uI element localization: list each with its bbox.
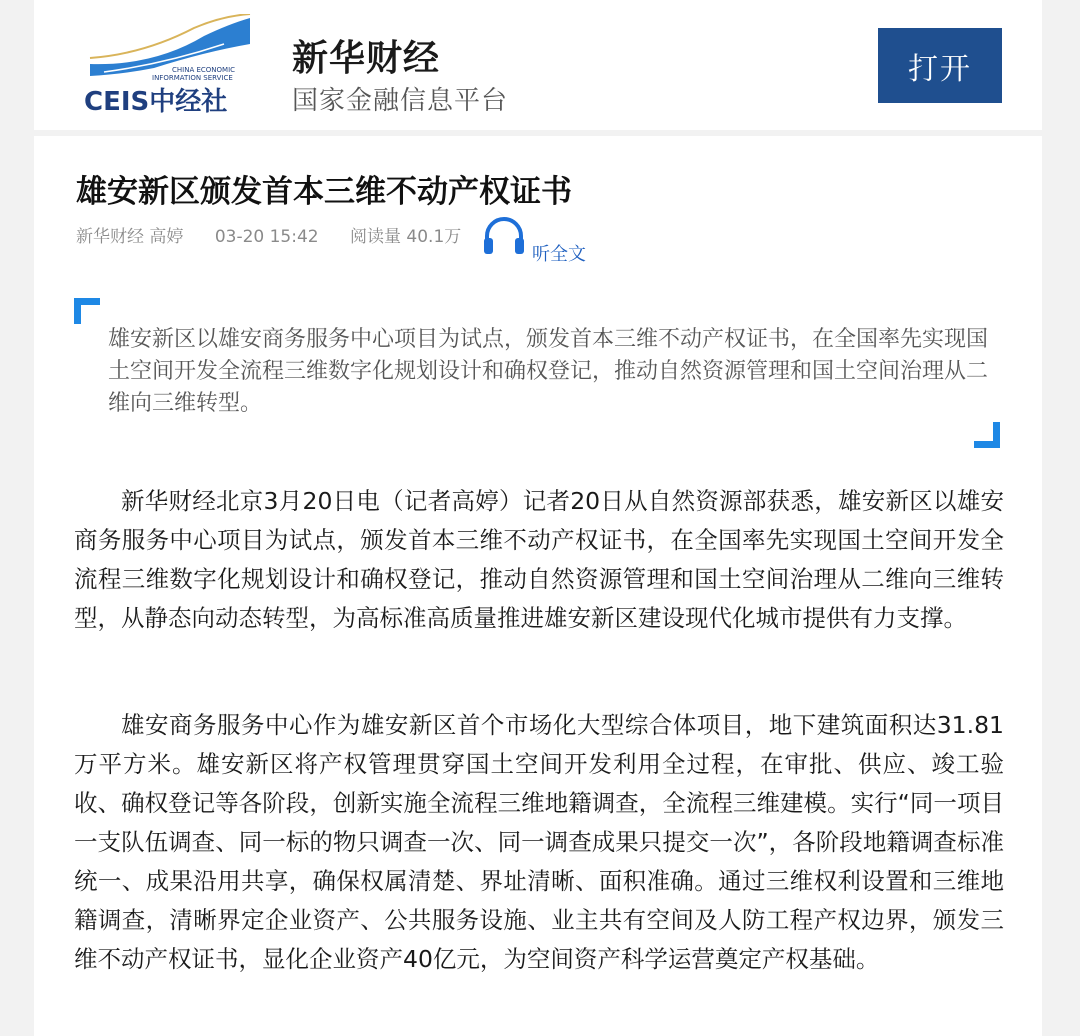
article-paragraph: 雄安商务服务中心作为雄安新区首个市场化大型综合体项目，地下建筑面积达31.81万平方米。雄安新区将产权管理贯穿国土空间开发利用全过程，在审批、供应、竣工验收、确权登记等各阶段，创新实施全流程三维地籍调查，全流程三维建模。实行“同一项目一支队伍调查、同一标的物只调查一次、同一调查成果只提交一次”，各阶段地籍调查标准统一、成果沿用共享，确保权属清楚、界址清晰、面积准确。通过三维权利设置和三维地籍调查，清晰界定企业资产、公共服务设施、业主共有空间及人防工程产权边界，颁发三维不动产权证书，显化企业资产40亿元，为空间资产科学运营奠定产权基础。 xyxy=(74,711,1004,973)
article-card xyxy=(34,136,1042,1036)
brand-subtitle: 国家金融信息平台 xyxy=(292,86,509,116)
publish-date: 03-20 15:42 xyxy=(214,227,319,247)
article-meta xyxy=(76,222,487,247)
source-author: 新华财经 高婷 xyxy=(76,227,184,247)
svg-text:INFORMATION SERVICE: INFORMATION SERVICE xyxy=(152,74,233,82)
listen-button[interactable] xyxy=(482,214,602,265)
svg-text:CEIS中经社: CEIS中经社 xyxy=(84,87,228,114)
read-count: 阅读量 40.1万 xyxy=(350,227,462,247)
open-app-button[interactable]: 打开 xyxy=(878,28,1002,103)
app-banner xyxy=(34,0,1042,130)
listen-label: 听全文 xyxy=(532,244,586,265)
quote-close-icon xyxy=(974,422,1000,448)
article-paragraph: 新华财经北京3月20日电（记者高婷）记者20日从自然资源部获悉，雄安新区以雄安商务服务中心项目为试点，颁发首本三维不动产权证书，在全国率先实现国土空间开发全流程三维数字化规划设计和确权登记，推动自然资源管理和国土空间治理从二维向三维转型，从静态向动态转型，为高标准高质量推进雄安新区建设现代化城市提供有力支撑。 xyxy=(74,487,1004,632)
article-title: 雄安新区颁发首本三维不动产权证书 xyxy=(76,174,572,210)
article-summary: 雄安新区以雄安商务服务中心项目为试点，颁发首本三维不动产权证书，在全国率先实现国土空间开发全流程三维数字化规划设计和确权登记，推动自然资源管理和国土空间治理从二维向三维转型。 xyxy=(108,327,989,416)
brand-title: 新华财经 xyxy=(292,38,441,79)
headphones-icon xyxy=(482,214,526,258)
svg-text:CHINA ECONOMIC: CHINA ECONOMIC xyxy=(172,66,236,74)
quote-open-icon xyxy=(74,298,100,324)
ceis-logo xyxy=(84,14,254,114)
